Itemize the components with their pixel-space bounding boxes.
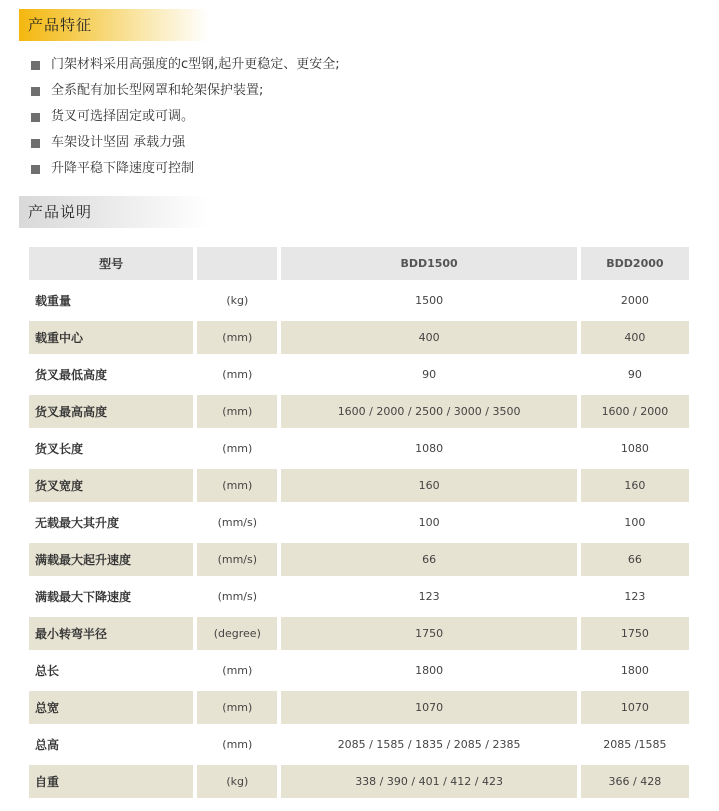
spec-value-model-2: 1600 / 2000	[581, 395, 689, 428]
spec-value-model-1: 1600 / 2000 / 2500 / 3000 / 3500	[281, 395, 576, 428]
spec-value-model-1: 90	[422, 368, 437, 381]
spec-row	[29, 358, 689, 391]
square-bullet-icon	[31, 139, 40, 148]
spec-value-model-1: 400	[281, 321, 576, 354]
spec-row	[29, 654, 689, 687]
spec-unit: (mm/s)	[217, 590, 258, 603]
spec-row	[29, 284, 689, 317]
spec-value-model-1: 338 / 390 / 401 / 412 / 423	[281, 765, 576, 798]
square-bullet-icon	[31, 87, 40, 96]
spec-row	[29, 321, 689, 354]
spec-unit: (mm/s)	[217, 516, 258, 529]
spec-name: 载重量	[35, 294, 72, 308]
spec-value-model-2: 366 / 428	[581, 765, 689, 798]
spec-value-model-2: 123	[624, 590, 646, 603]
spec-unit: (mm)	[197, 321, 277, 354]
spec-unit: (degree)	[197, 617, 277, 650]
feature-text: 全系配有加长型网罩和轮架保护装置;	[51, 83, 264, 98]
spec-name: 满载最大起升速度	[29, 543, 193, 576]
spec-name: 货叉宽度	[29, 469, 193, 502]
header-unit	[197, 247, 277, 280]
spec-name: 最小转弯半径	[29, 617, 193, 650]
spec-name: 总宽	[29, 691, 193, 724]
feature-text: 货叉可选择固定或可调。	[51, 109, 195, 124]
spec-value-model-1: 160	[281, 469, 576, 502]
spec-row	[29, 395, 689, 428]
spec-value-model-1: 66	[281, 543, 576, 576]
spec-row	[29, 617, 689, 650]
spec-row	[29, 728, 689, 761]
spec-value-model-1: 1070	[281, 691, 576, 724]
spec-name: 载重中心	[29, 321, 193, 354]
square-bullet-icon	[31, 165, 40, 174]
spec-unit: (kg)	[197, 765, 277, 798]
spec-value-model-1: 100	[418, 516, 440, 529]
feature-item	[31, 104, 340, 130]
spec-name: 货叉最高高度	[29, 395, 193, 428]
feature-text: 门架材料采用高强度的c型钢,起升更稳定、更安全;	[51, 57, 340, 72]
spec-name: 货叉长度	[35, 442, 84, 456]
spec-name: 满载最大下降速度	[35, 590, 132, 604]
spec-unit: (mm)	[197, 395, 277, 428]
features-section-title: 产品特征	[19, 9, 209, 41]
spec-value-model-2: 400	[581, 321, 689, 354]
spec-name: 自重	[29, 765, 193, 798]
spec-unit: (mm)	[222, 368, 253, 381]
spec-value-model-1: 2085 / 1585 / 1835 / 2085 / 2385	[337, 738, 521, 751]
spec-unit: (mm/s)	[197, 543, 277, 576]
spec-row	[29, 691, 689, 724]
spec-header-row	[29, 247, 689, 280]
square-bullet-icon	[31, 113, 40, 122]
spec-unit: (mm)	[222, 738, 253, 751]
spec-value-model-2: 1080	[620, 442, 649, 455]
features-list	[31, 52, 340, 182]
spec-value-model-2: 100	[624, 516, 646, 529]
spec-value-model-2: 90	[627, 368, 642, 381]
header-model: 型号	[29, 247, 193, 280]
spec-value-model-1: 1750	[281, 617, 576, 650]
spec-unit: (kg)	[226, 294, 249, 307]
spec-row	[29, 469, 689, 502]
feature-text: 升降平稳下降速度可控制	[51, 161, 195, 176]
spec-value-model-1: 1500	[415, 294, 444, 307]
spec-name: 总长	[35, 664, 60, 678]
spec-name: 总高	[35, 738, 60, 752]
spec-unit: (mm)	[197, 691, 277, 724]
header-model-2: BDD2000	[581, 247, 689, 280]
square-bullet-icon	[31, 61, 40, 70]
spec-name: 货叉最低高度	[35, 368, 108, 382]
spec-unit: (mm)	[222, 664, 253, 677]
feature-item	[31, 130, 340, 156]
feature-item	[31, 156, 340, 182]
spec-value-model-2: 1800	[620, 664, 649, 677]
spec-value-model-1: 123	[418, 590, 440, 603]
spec-row	[29, 765, 689, 798]
spec-table	[25, 243, 693, 802]
feature-item	[31, 78, 340, 104]
spec-value-model-2: 1070	[581, 691, 689, 724]
feature-item	[31, 52, 340, 78]
spec-name: 无载最大其升度	[35, 516, 120, 530]
spec-unit: (mm)	[222, 442, 253, 455]
spec-value-model-2: 160	[581, 469, 689, 502]
spec-value-model-2: 2000	[620, 294, 649, 307]
spec-row	[29, 580, 689, 613]
spec-row	[29, 506, 689, 539]
header-model-1: BDD1500	[281, 247, 576, 280]
spec-unit: (mm)	[197, 469, 277, 502]
spec-row	[29, 543, 689, 576]
spec-value-model-2: 1750	[581, 617, 689, 650]
spec-value-model-1: 1800	[415, 664, 444, 677]
feature-text: 车架设计坚固 承载力强	[51, 135, 186, 150]
spec-value-model-1: 1080	[415, 442, 444, 455]
spec-row	[29, 432, 689, 465]
specs-section-title: 产品说明	[19, 196, 209, 228]
spec-value-model-2: 2085 /1585	[603, 738, 667, 751]
spec-value-model-2: 66	[581, 543, 689, 576]
